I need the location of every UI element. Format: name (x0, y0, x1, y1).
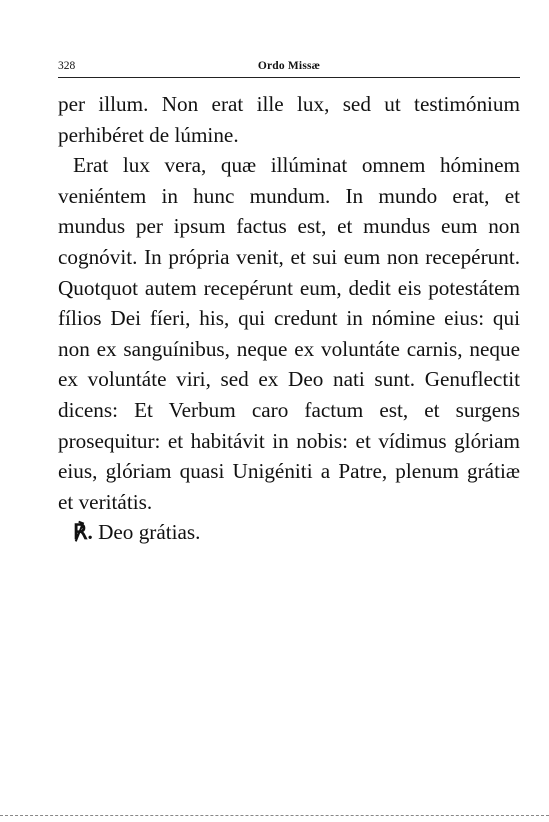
running-title: Ordo Missæ (257, 60, 321, 72)
paragraph-2: Erat lux vera, quæ illúminat omnem hóminem veniéntem in hunc mundum. In mundo erat, et mundus per ipsum factus est, et mundus eum non cognóvit. In própria venit, et sui eum non recepérunt. Quotquot autem recepérunt eum, dedit eis potestátem fílios Dei fíeri, his, qui credunt in nómine eius: qui non ex sanguínibus, neque ex voluntáte carnis, neque ex voluntáte viri, sed ex Deo nati sunt. Genuflectit dicens: Et Verbum caro factum est, et surgens prosequitur: et habitávit in nobis: et vídimus glóriam eius, glóriam quasi Unigéniti a Patre, plenum grátiæ et veritátis. (58, 153, 520, 514)
book-page (58, 0, 520, 822)
response-text: Deo grátias. (92, 520, 201, 545)
body-text (58, 89, 520, 548)
header-rule (58, 77, 520, 78)
paragraph-1: per illum. Non erat ille lux, sed ut testimónium perhibéret de lúmine. (58, 92, 520, 147)
page-number: 328 (58, 60, 76, 72)
response-symbol: ℟. (73, 520, 93, 545)
bottom-edge-rule (0, 815, 549, 816)
response-line (58, 517, 520, 548)
running-head (58, 58, 520, 74)
